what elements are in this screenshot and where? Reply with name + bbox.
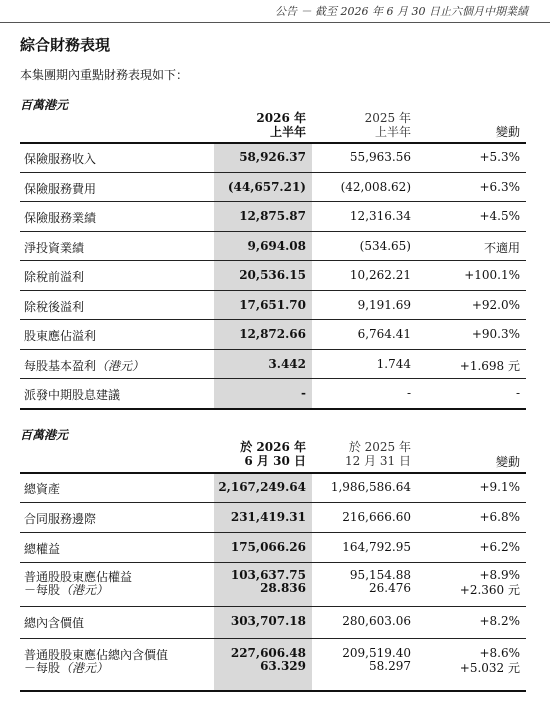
row-label-text: 總權益: [24, 542, 61, 556]
row-sublabel: [24, 581, 108, 598]
row-divider: [20, 231, 526, 232]
row-value-current: 17,651.70: [239, 297, 306, 312]
table2-col2-line2: 12 月 31 日: [345, 454, 411, 468]
row-value-current: 58,926.37: [239, 150, 306, 164]
row-label: [24, 150, 96, 167]
table-row: [20, 504, 526, 530]
row-value-2025: 280,603.06: [342, 614, 411, 628]
table1-bottom-rule: [20, 408, 526, 410]
row-label: [24, 357, 144, 374]
row-sub-change: +2.360 元: [459, 583, 520, 597]
row-divider: [20, 201, 526, 202]
table-row: [20, 380, 526, 406]
row-value-2026: 227,606.48: [230, 646, 306, 660]
row-change: +8.2%: [479, 614, 520, 628]
row-sub-value-2025: 58.297: [369, 659, 411, 673]
table-row: [20, 203, 526, 229]
row-divider: [20, 260, 526, 261]
row-label: [24, 239, 84, 256]
row-divider: [20, 319, 526, 320]
row-value-prior: 1.744: [376, 356, 411, 371]
row-label: [24, 180, 96, 197]
row-value-prior: (534.65): [359, 238, 411, 253]
row-value-prior: 55,963.56: [349, 150, 411, 164]
row-label-text: 保險服務費用: [24, 181, 97, 196]
row-change: +5.3%: [479, 150, 520, 164]
header-bar: [0, 0, 550, 23]
row-value-prior: -: [406, 386, 411, 400]
table-row: [20, 351, 526, 377]
table-row: [20, 144, 526, 170]
row-change: +6.2%: [479, 540, 520, 554]
row-label-text: 合同服務邊際: [24, 512, 97, 526]
row-label: [24, 298, 84, 315]
table2-unit: 百萬港元: [20, 428, 69, 442]
row-label: [24, 540, 60, 557]
row-divider: [20, 378, 526, 379]
table-row: [20, 292, 526, 318]
row-value-current: 3.442: [268, 356, 306, 371]
row-sublabel: [24, 659, 108, 676]
row-divider: [20, 638, 526, 639]
table2-col2-line1: 於 2025 年: [348, 440, 411, 454]
row-change: +4.5%: [479, 209, 520, 223]
row-change: +90.3%: [471, 327, 520, 341]
row-label: [24, 268, 84, 285]
row-sub-change: +5.032 元: [459, 661, 520, 675]
sublabel-unit: （港元）: [60, 661, 109, 675]
header-text: 公告 － 截至 2026 年 6 月 30 日止六個月中期業績: [275, 5, 528, 18]
row-label-text: 每股基本盈利: [24, 358, 97, 373]
row-value-current: 12,872.66: [239, 327, 306, 341]
row-label: [24, 386, 120, 403]
table1-col2-header: [365, 111, 411, 139]
row-divider: [20, 532, 526, 533]
row-value-current: -: [301, 386, 306, 400]
table2-col2-header: [345, 440, 411, 468]
table2-equity-row: [20, 562, 526, 606]
row-value-prior: 9,191.69: [357, 297, 411, 312]
row-label-text: 保險服務收入: [24, 152, 97, 166]
row-label: 普通股股東應佔總內含價值: [24, 648, 169, 662]
table1-col1-line1: 2026 年: [256, 111, 306, 125]
row-value-current: 9,694.08: [247, 238, 306, 253]
row-value-prior: 1,986,586.64: [330, 480, 411, 494]
row-value-current: 175,066.26: [230, 540, 306, 554]
row-label-unit: （港元）: [96, 358, 145, 373]
page-title: 綜合財務表現: [20, 36, 111, 54]
row-change: +8.6%: [479, 646, 520, 660]
row-label: [24, 510, 96, 527]
row-divider: [20, 172, 526, 173]
row-value-prior: 164,792.95: [342, 540, 411, 554]
row-label: [24, 327, 96, 344]
row-value-2026: 103,637.75: [230, 568, 306, 582]
table-row: [20, 262, 526, 288]
row-label-text: 股東應佔溢利: [24, 329, 97, 343]
row-value-current: 231,419.31: [230, 510, 306, 524]
row-label: [24, 480, 60, 497]
row-value-current: 12,875.87: [239, 209, 306, 223]
table-row: [20, 534, 526, 560]
table2-ev-share-row: [20, 640, 526, 684]
row-change: +6.8%: [479, 510, 520, 524]
row-sub-value-2025: 26.476: [369, 581, 411, 595]
row-value-2026: 303,707.18: [230, 614, 306, 628]
row-label: 總內含價值: [24, 616, 85, 630]
row-divider: [20, 502, 526, 503]
table2-col1-header: [240, 440, 306, 468]
row-change: +1.698 元: [459, 358, 520, 373]
table1-col1-header: [256, 111, 306, 139]
row-value-current: 20,536.15: [239, 268, 306, 282]
row-change: -: [515, 386, 520, 400]
table2-ev-row: [20, 608, 526, 634]
sublabel-text: －每股: [24, 661, 61, 675]
table-row: [20, 174, 526, 200]
row-sub-value-2026: 28.836: [260, 581, 306, 595]
row-value-prior: (42,008.62): [340, 179, 411, 194]
row-change: +100.1%: [464, 268, 520, 282]
row-change: +8.9%: [479, 568, 520, 582]
table1-unit: 百萬港元: [20, 98, 69, 112]
row-value-current: 2,167,249.64: [218, 480, 306, 494]
row-divider: [20, 290, 526, 291]
row-value-prior: 10,262.21: [349, 268, 411, 282]
table1-col2-line2: 上半年: [374, 125, 411, 139]
row-divider: [20, 349, 526, 350]
intro-text: 本集團期內重點財務表現如下：: [20, 68, 189, 82]
row-label-text: 除稅後溢利: [24, 299, 85, 314]
table-row: [20, 474, 526, 500]
row-value-prior: 216,666.60: [342, 510, 411, 524]
row-value-current: (44,657.21): [227, 179, 306, 194]
row-label-text: 總資產: [24, 482, 61, 496]
row-change: +6.3%: [479, 179, 520, 194]
row-change: +92.0%: [471, 297, 520, 312]
row-label-text: 派發中期股息建議: [24, 388, 121, 402]
table-row: [20, 233, 526, 259]
table1-col3-header: 變動: [495, 125, 520, 139]
table-row: [20, 321, 526, 347]
row-label: [24, 209, 96, 226]
row-change: +9.1%: [479, 480, 520, 494]
table2-col3-header: 變動: [495, 455, 520, 469]
table1-col1-line2: 上半年: [269, 125, 306, 139]
table2-col1-line2: 6 月 30 日: [244, 454, 306, 468]
row-value-prior: 6,764.41: [357, 327, 411, 341]
row-sub-value-2026: 63.329: [260, 659, 306, 673]
sublabel-text: －每股: [24, 583, 61, 597]
table2-bottom-rule: [20, 690, 526, 692]
row-label: 普通股股東應佔權益: [24, 570, 133, 584]
row-value-2025: 209,519.40: [342, 646, 411, 660]
sublabel-unit: （港元）: [60, 583, 109, 597]
row-value-prior: 12,316.34: [349, 209, 411, 223]
row-change: 不適用: [483, 240, 520, 255]
row-label-text: 除稅前溢利: [24, 270, 85, 284]
row-label-text: 保險服務業績: [24, 211, 97, 225]
row-label-text: 淨投資業績: [24, 240, 85, 255]
row-value-2025: 95,154.88: [349, 568, 411, 582]
table1-col2-line1: 2025 年: [364, 111, 411, 125]
row-divider: [20, 606, 526, 607]
table2-col1-line1: 於 2026 年: [240, 440, 306, 454]
